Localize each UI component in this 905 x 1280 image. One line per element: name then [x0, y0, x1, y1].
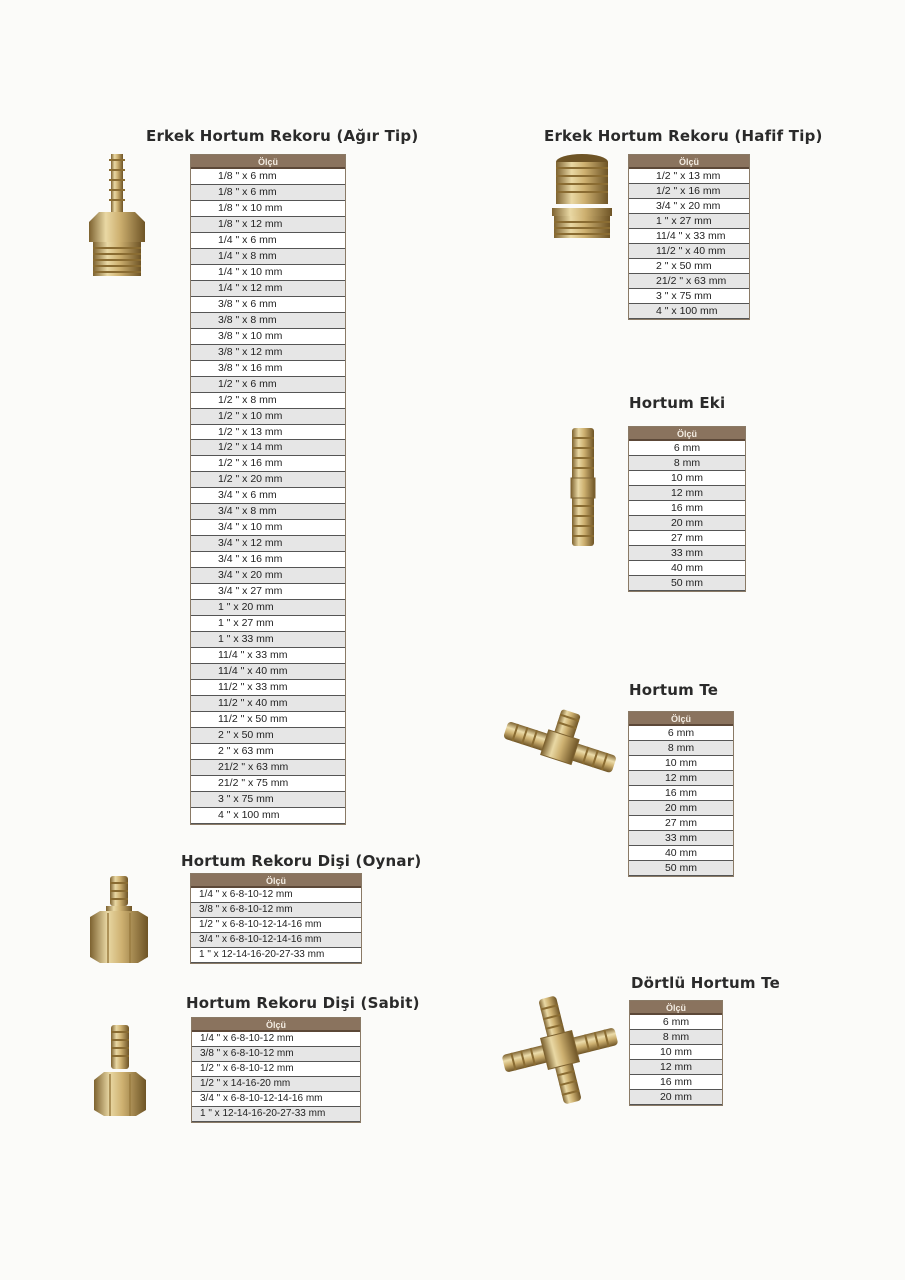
- table-row: 3/8 " x 6-8-10-12 mm: [191, 903, 361, 918]
- table-row: 20 mm: [629, 516, 745, 531]
- table-row: 33 mm: [629, 831, 733, 846]
- size-table-hortum-te: [628, 711, 734, 877]
- table-row: 1/8 " x 6 mm: [191, 185, 345, 201]
- table-row: 3/4 " x 20 mm: [191, 568, 345, 584]
- table-header: Ölçü: [630, 1001, 722, 1015]
- table-row: 1/2 " x 13 mm: [629, 169, 749, 184]
- table-row: 1/2 " x 8 mm: [191, 393, 345, 409]
- table-row: 11/2 " x 40 mm: [629, 244, 749, 259]
- table-row: 3 " x 75 mm: [629, 289, 749, 304]
- four-way-hose-tee-image: [498, 992, 622, 1108]
- table-row: 10 mm: [629, 756, 733, 771]
- table-row: 1/2 " x 14 mm: [191, 440, 345, 456]
- size-table-sabit: [191, 1017, 361, 1123]
- table-row: 2 " x 50 mm: [191, 728, 345, 744]
- table-row: 1/8 " x 10 mm: [191, 201, 345, 217]
- table-row: 6 mm: [630, 1015, 722, 1030]
- size-table-dortlu: [629, 1000, 723, 1106]
- table-row: 4 " x 100 mm: [191, 808, 345, 824]
- table-row: 6 mm: [629, 441, 745, 456]
- table-row: 3/8 " x 6-8-10-12 mm: [192, 1047, 360, 1062]
- table-row: 1 " x 12-14-16-20-27-33 mm: [191, 948, 361, 963]
- section-title-oynar: Hortum Rekoru Dişi (Oynar): [181, 852, 422, 870]
- table-row: 11/2 " x 40 mm: [191, 696, 345, 712]
- section-title-agir-tip: Erkek Hortum Rekoru (Ağır Tip): [146, 127, 419, 145]
- table-row: 1 " x 33 mm: [191, 632, 345, 648]
- table-row: 2 " x 63 mm: [191, 744, 345, 760]
- table-row: 1/4 " x 6-8-10-12 mm: [191, 888, 361, 903]
- table-row: 3/8 " x 6 mm: [191, 297, 345, 313]
- table-row: 21/2 " x 63 mm: [629, 274, 749, 289]
- table-row: 1 " x 27 mm: [191, 616, 345, 632]
- table-row: 11/2 " x 33 mm: [191, 680, 345, 696]
- table-header: Ölçü: [629, 155, 749, 169]
- table-row: 3/8 " x 10 mm: [191, 329, 345, 345]
- male-hose-fitting-heavy-image: [84, 150, 150, 280]
- table-row: 16 mm: [629, 501, 745, 516]
- table-row: 3/4 " x 6 mm: [191, 488, 345, 504]
- size-table-hortum-eki: [628, 426, 746, 592]
- table-row: 4 " x 100 mm: [629, 304, 749, 319]
- table-row: 1/8 " x 12 mm: [191, 217, 345, 233]
- table-row: 21/2 " x 75 mm: [191, 776, 345, 792]
- table-row: 1/4 " x 6 mm: [191, 233, 345, 249]
- table-header: Ölçü: [191, 874, 361, 888]
- table-row: 3 " x 75 mm: [191, 792, 345, 808]
- table-row: 3/8 " x 8 mm: [191, 313, 345, 329]
- table-row: 3/4 " x 10 mm: [191, 520, 345, 536]
- table-row: 21/2 " x 63 mm: [191, 760, 345, 776]
- table-row: 1/8 " x 6 mm: [191, 169, 345, 185]
- section-title-hafif-tip: Erkek Hortum Rekoru (Hafif Tip): [544, 127, 823, 145]
- table-row: 6 mm: [629, 726, 733, 741]
- table-row: 50 mm: [629, 861, 733, 876]
- table-row: 33 mm: [629, 546, 745, 561]
- table-row: 1/2 " x 20 mm: [191, 472, 345, 488]
- size-table-agir-tip: [190, 154, 346, 825]
- table-row: 1/2 " x 10 mm: [191, 409, 345, 425]
- table-row: 1/2 " x 16 mm: [629, 184, 749, 199]
- table-row: 40 mm: [629, 846, 733, 861]
- size-table-hafif-tip: [628, 154, 750, 320]
- table-row: 1 " x 27 mm: [629, 214, 749, 229]
- table-row: 1/2 " x 6-8-10-12 mm: [192, 1062, 360, 1077]
- table-row: 1/2 " x 6-8-10-12-14-16 mm: [191, 918, 361, 933]
- table-row: 3/4 " x 8 mm: [191, 504, 345, 520]
- section-title-sabit: Hortum Rekoru Dişi (Sabit): [186, 994, 420, 1012]
- table-row: 3/4 " x 6-8-10-12-14-16 mm: [192, 1092, 360, 1107]
- table-row: 3/8 " x 12 mm: [191, 345, 345, 361]
- table-header: Ölçü: [629, 712, 733, 726]
- table-row: 50 mm: [629, 576, 745, 591]
- table-row: 3/4 " x 12 mm: [191, 536, 345, 552]
- table-row: 3/4 " x 27 mm: [191, 584, 345, 600]
- table-row: 11/2 " x 50 mm: [191, 712, 345, 728]
- table-row: 1/2 " x 14-16-20 mm: [192, 1077, 360, 1092]
- table-row: 12 mm: [629, 486, 745, 501]
- male-hose-fitting-light-image: [548, 152, 616, 244]
- table-header: Ölçü: [191, 155, 345, 169]
- table-row: 8 mm: [629, 456, 745, 471]
- table-row: 1/4 " x 8 mm: [191, 249, 345, 265]
- table-row: 8 mm: [630, 1030, 722, 1045]
- table-row: 11/4 " x 33 mm: [629, 229, 749, 244]
- table-row: 8 mm: [629, 741, 733, 756]
- table-row: 1 " x 12-14-16-20-27-33 mm: [192, 1107, 360, 1122]
- table-row: 11/4 " x 33 mm: [191, 648, 345, 664]
- size-table-oynar: [190, 873, 362, 964]
- table-header: Ölçü: [629, 427, 745, 441]
- section-title-dortlu: Dörtlü Hortum Te: [631, 974, 780, 992]
- table-row: 16 mm: [630, 1075, 722, 1090]
- table-row: 3/4 " x 6-8-10-12-14-16 mm: [191, 933, 361, 948]
- table-row: 27 mm: [629, 816, 733, 831]
- table-row: 11/4 " x 40 mm: [191, 664, 345, 680]
- table-row: 3/4 " x 20 mm: [629, 199, 749, 214]
- table-row: 27 mm: [629, 531, 745, 546]
- table-header: Ölçü: [192, 1018, 360, 1032]
- table-row: 10 mm: [630, 1045, 722, 1060]
- table-row: 1/2 " x 13 mm: [191, 425, 345, 441]
- table-row: 1/4 " x 6-8-10-12 mm: [192, 1032, 360, 1047]
- table-row: 3/8 " x 16 mm: [191, 361, 345, 377]
- table-row: 1/2 " x 6 mm: [191, 377, 345, 393]
- female-fixed-fitting-image: [90, 1022, 150, 1120]
- table-row: 16 mm: [629, 786, 733, 801]
- table-row: 1 " x 20 mm: [191, 600, 345, 616]
- section-title-hortum-eki: Hortum Eki: [629, 394, 726, 412]
- table-row: 12 mm: [630, 1060, 722, 1075]
- table-row: 20 mm: [630, 1090, 722, 1105]
- table-row: 40 mm: [629, 561, 745, 576]
- table-row: 3/4 " x 16 mm: [191, 552, 345, 568]
- table-row: 1/2 " x 16 mm: [191, 456, 345, 472]
- section-title-hortum-te: Hortum Te: [629, 681, 719, 699]
- table-row: 1/4 " x 10 mm: [191, 265, 345, 281]
- table-row: 2 " x 50 mm: [629, 259, 749, 274]
- female-swivel-fitting-image: [86, 873, 152, 967]
- table-row: 10 mm: [629, 471, 745, 486]
- hose-connector-image: [568, 426, 598, 548]
- table-row: 1/4 " x 12 mm: [191, 281, 345, 297]
- table-row: 20 mm: [629, 801, 733, 816]
- hose-tee-image: [496, 708, 622, 792]
- table-row: 12 mm: [629, 771, 733, 786]
